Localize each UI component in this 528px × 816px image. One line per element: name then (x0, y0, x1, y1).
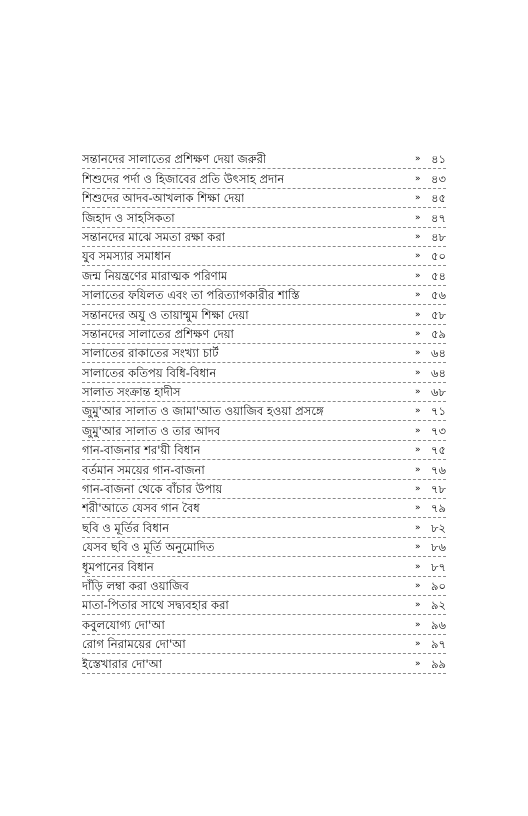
toc-entry-page-number: ৭৬ (431, 462, 446, 477)
toc-entry (82, 421, 446, 440)
toc-entry (82, 208, 446, 227)
toc-entry-title: রোগ নিরাময়ের দো'আ (82, 637, 186, 652)
toc-entry-title: সন্তানদের সালাতের প্রশিক্ষণ দেয়া জরুরী (82, 152, 267, 167)
toc-entry-title: ছবি ও মূর্তির বিধান (82, 520, 170, 535)
toc-entry (82, 402, 446, 421)
toc-entry-page-number: ৫৮ (431, 307, 446, 322)
toc-entry-page-number: ৬৪ (431, 346, 446, 361)
toc-entry-title: সালাতের কতিপয় বিধি-বিধান (82, 365, 217, 380)
toc-entry (82, 635, 446, 654)
double-chevron-right-icon: » (415, 251, 421, 262)
double-chevron-right-icon: » (415, 387, 421, 398)
toc-entry-page-number: ৭৯ (431, 501, 446, 516)
toc-entry (82, 286, 446, 305)
double-chevron-right-icon: » (415, 542, 421, 553)
double-chevron-right-icon: » (415, 522, 421, 533)
toc-entry (82, 480, 446, 499)
toc-entry-title: মাতা-পিতার সাথে সদ্ব্যবহার করা (82, 598, 229, 613)
double-chevron-right-icon: » (415, 600, 421, 611)
toc-entry (82, 441, 446, 460)
toc-entry-title: শরী'আতে যেসব গান বৈধ (82, 501, 200, 516)
toc-entry-page-number: ৯২ (431, 598, 446, 613)
toc-entry (82, 460, 446, 479)
toc-entry-title: জুমু'আর সালাত ও তার আদব (82, 423, 221, 438)
toc-entry (82, 615, 446, 634)
toc-entry-title: শিশুদের আদব-আখলাক শিক্ষা দেয়া (82, 191, 245, 206)
double-chevron-right-icon: » (415, 328, 421, 339)
double-chevron-right-icon: » (415, 619, 421, 630)
toc-entry (82, 538, 446, 557)
double-chevron-right-icon: » (415, 503, 421, 514)
toc-entry (82, 577, 446, 596)
toc-entry-page-number: ৭৮ (431, 482, 446, 497)
toc-entry-page-number: ৯৯ (431, 656, 446, 671)
toc-entry-title: ধূমপানের বিধান (82, 559, 154, 574)
double-chevron-right-icon: » (415, 348, 421, 359)
toc-entry-title: শিশুদের পর্দা ও হিজাবের প্রতি উৎসাহ প্রদান (82, 171, 285, 186)
toc-entry (82, 383, 446, 402)
toc-entry (82, 344, 446, 363)
toc-entry-title: দাঁড়ি লম্বা করা ওয়াজিব (82, 578, 189, 593)
toc-entry-page-number: ৯০ (431, 578, 446, 593)
toc-entry-title: সালাতের ফযিলত এবং তা পরিত্যাগকারীর শাস্তি (82, 288, 300, 303)
toc-entry-title: বর্তমান সময়ের গান-বাজনা (82, 462, 205, 477)
toc-entry (82, 247, 446, 266)
toc-entry-title: যেসব ছবি ও মূর্তি অনুমোদিত (82, 540, 215, 555)
double-chevron-right-icon: » (415, 212, 421, 223)
toc-entry-page-number: ৫৬ (431, 288, 446, 303)
toc-entry-page-number: ৪৩ (431, 171, 446, 186)
double-chevron-right-icon: » (415, 658, 421, 669)
toc-entry (82, 150, 446, 169)
toc-entry-page-number: ৯৬ (431, 617, 446, 632)
toc-entry-title: গান-বাজনার শর'য়ী বিধান (82, 443, 201, 458)
double-chevron-right-icon: » (415, 464, 421, 475)
toc-entry-page-number: ৮৭ (431, 559, 446, 574)
toc-entry (82, 557, 446, 576)
toc-entry-title: সালাত সংক্রান্ত হাদীস (82, 385, 181, 400)
double-chevron-right-icon: » (415, 290, 421, 301)
toc-entry-page-number: ৬৮ (431, 385, 446, 400)
toc-entry (82, 363, 446, 382)
double-chevron-right-icon: » (415, 231, 421, 242)
toc-entry (82, 305, 446, 324)
double-chevron-right-icon: » (415, 580, 421, 591)
double-chevron-right-icon: » (415, 193, 421, 204)
toc-entry (82, 325, 446, 344)
double-chevron-right-icon: » (415, 425, 421, 436)
toc-entry (82, 189, 446, 208)
toc-entry-title: সন্তানদের অযু ও তায়াম্মুম শিক্ষা দেয়া (82, 307, 249, 322)
table-of-contents (82, 150, 446, 674)
toc-entry (82, 654, 446, 673)
toc-entry (82, 518, 446, 537)
double-chevron-right-icon: » (415, 309, 421, 320)
double-chevron-right-icon: » (415, 561, 421, 572)
toc-entry-title: সালাতের রাকাতের সংখ্যা চার্ট (82, 346, 219, 361)
toc-entry-title: জন্ম নিয়ন্ত্রণের মারাত্মক পরিণাম (82, 268, 228, 283)
toc-entry-title: ইস্তেখারার দো'আ (82, 656, 163, 671)
toc-entry-page-number: ৮৬ (431, 540, 446, 555)
toc-entry-page-number: ৪১ (431, 152, 446, 167)
double-chevron-right-icon: » (415, 484, 421, 495)
toc-entry-page-number: ৬৪ (431, 365, 446, 380)
double-chevron-right-icon: » (415, 406, 421, 417)
toc-entry-title: জিহাদ ও সাহসিকতা (82, 210, 175, 225)
toc-entry-page-number: ৭৩ (431, 423, 446, 438)
toc-entry-title: গান-বাজনা থেকে বাঁচার উপায় (82, 482, 223, 497)
double-chevron-right-icon: » (415, 639, 421, 650)
toc-entry-title: কবুলযোগ্য দো'আ (82, 617, 165, 632)
double-chevron-right-icon: » (415, 154, 421, 165)
toc-entry-page-number: ৭১ (431, 404, 446, 419)
toc-entry-page-number: ৯৭ (431, 637, 446, 652)
toc-entry-page-number: ৪৫ (431, 191, 446, 206)
toc-entry-title: জুমু'আর সালাত ও জামা'আত ওয়াজিব হওয়া প্রসঙ্গে (82, 404, 324, 419)
toc-entry-page-number: ৪৭ (431, 210, 446, 225)
double-chevron-right-icon: » (415, 270, 421, 281)
toc-entry-page-number: ৫৯ (431, 326, 446, 341)
toc-entry (82, 266, 446, 285)
toc-entry-page-number: ৪৮ (431, 229, 446, 244)
toc-entry-title: যুব সমস্যার সমাধান (82, 249, 171, 264)
toc-entry (82, 228, 446, 247)
toc-entry-title: সন্তানদের মাঝে সমতা রক্ষা করা (82, 229, 226, 244)
toc-entry-page-number: ৮২ (431, 520, 446, 535)
double-chevron-right-icon: » (415, 173, 421, 184)
toc-entry (82, 499, 446, 518)
double-chevron-right-icon: » (415, 445, 421, 456)
toc-entry-page-number: ৫৪ (431, 268, 446, 283)
toc-entry-title: সন্তানদের সালাতের প্রশিক্ষণ দেয়া (82, 326, 234, 341)
toc-entry (82, 169, 446, 188)
toc-entry (82, 596, 446, 615)
toc-entry-page-number: ৭৫ (431, 443, 446, 458)
toc-entry-page-number: ৫০ (431, 249, 446, 264)
double-chevron-right-icon: » (415, 367, 421, 378)
